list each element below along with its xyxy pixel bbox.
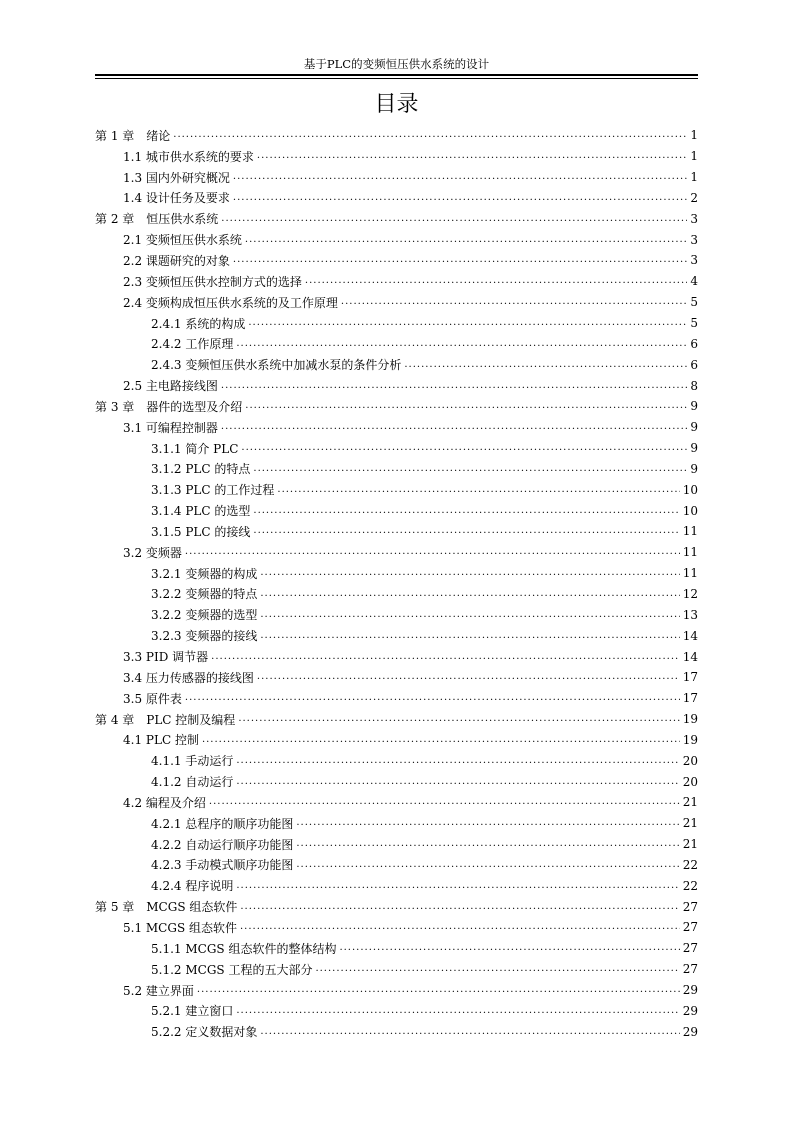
toc-entry-page-number: 3 — [690, 232, 698, 247]
toc-entry-label: 4.2.2 自动运行顺序功能图 — [151, 837, 294, 852]
toc-dot-leader — [341, 296, 687, 308]
toc-entry-label: 第 5 章 MCGS 组态软件 — [95, 900, 238, 915]
toc-entry[interactable] — [95, 709, 698, 730]
toc-entry-label: 第 1 章 绪论 — [95, 128, 171, 143]
toc-entry-label: 3.2.3 变频器的接线 — [151, 629, 258, 644]
toc-entry-page-number: 27 — [682, 941, 698, 956]
toc-entry-label: 2.4.2 工作原理 — [151, 337, 234, 352]
toc-dot-leader — [240, 901, 679, 913]
toc-dot-leader — [241, 442, 687, 454]
toc-dot-leader — [253, 525, 679, 537]
toc-entry-label: 5.1.1 MCGS 组态软件的整体结构 — [151, 941, 337, 956]
toc-entry-page-number: 1 — [690, 128, 698, 143]
toc-entry-label: 3.1.3 PLC 的工作过程 — [151, 483, 275, 498]
toc-dot-leader — [296, 817, 679, 829]
toc-entry-label: 4.2.3 手动模式顺序功能图 — [151, 858, 294, 873]
toc-entry[interactable] — [95, 438, 698, 459]
toc-entry-page-number: 9 — [690, 420, 698, 435]
toc-dot-leader — [404, 359, 687, 371]
toc-entry-page-number: 9 — [690, 461, 698, 476]
toc-entry[interactable] — [95, 1021, 698, 1042]
toc-entry[interactable] — [95, 188, 698, 209]
toc-entry[interactable] — [95, 417, 698, 438]
toc-entry-label: 3.1.4 PLC 的选型 — [151, 504, 251, 519]
toc-entry-label: 4.1.2 自动运行 — [151, 775, 234, 790]
toc-dot-leader — [221, 421, 687, 433]
toc-entry-label: 2.4 变频构成恒压供水系统的及工作原理 — [123, 295, 338, 310]
toc-entry[interactable] — [95, 980, 698, 1001]
toc-dot-leader — [257, 671, 680, 683]
toc-entry[interactable] — [95, 625, 698, 646]
toc-dot-leader — [185, 546, 680, 558]
toc-entry-page-number: 17 — [682, 691, 698, 706]
toc-dot-leader — [253, 505, 679, 517]
toc-entry-page-number: 9 — [690, 441, 698, 456]
toc-dot-leader — [277, 484, 679, 496]
toc-entry[interactable] — [95, 729, 698, 750]
toc-entry[interactable] — [95, 667, 698, 688]
toc-entry-label: 2.4.1 系统的构成 — [151, 316, 246, 331]
toc-entry[interactable] — [95, 292, 698, 313]
toc-entry[interactable] — [95, 208, 698, 229]
toc-entry[interactable] — [95, 333, 698, 354]
toc-entry-page-number: 5 — [690, 295, 698, 310]
toc-dot-leader — [197, 984, 680, 996]
header-rule-thin — [95, 78, 698, 79]
toc-entry-page-number: 22 — [682, 878, 698, 893]
toc-entry[interactable] — [95, 563, 698, 584]
toc-entry-label: 5.1 MCGS 组态软件 — [123, 920, 237, 935]
toc-entry-page-number: 1 — [690, 170, 698, 185]
toc-entry-label: 第 3 章 器件的选型及介绍 — [95, 399, 243, 414]
toc-entry[interactable] — [95, 959, 698, 980]
toc-dot-leader — [260, 609, 679, 621]
header-rule-thick — [95, 74, 698, 76]
toc-entry[interactable] — [95, 896, 698, 917]
toc-dot-leader — [173, 129, 687, 141]
toc-entry[interactable] — [95, 750, 698, 771]
toc-entry-label: 3.1.1 简介 PLC — [151, 441, 239, 456]
toc-entry[interactable] — [95, 396, 698, 417]
toc-entry-label: 3.4 压力传感器的接线图 — [123, 670, 254, 685]
toc-entry-page-number: 10 — [682, 482, 698, 497]
toc-entry-page-number: 19 — [682, 712, 698, 727]
toc-entry-label: 5.2 建立界面 — [123, 983, 194, 998]
toc-entry[interactable] — [95, 500, 698, 521]
toc-entry-page-number: 22 — [682, 857, 698, 872]
toc-entry[interactable] — [95, 229, 698, 250]
toc-entry-page-number: 21 — [682, 837, 698, 852]
toc-dot-leader — [221, 213, 687, 225]
toc-entry-label: 2.3 变频恒压供水控制方式的选择 — [123, 274, 302, 289]
toc-entry-label: 3.1.5 PLC 的接线 — [151, 524, 251, 539]
toc-entry-label: 3.1.2 PLC 的特点 — [151, 462, 251, 477]
toc-entry-label: 第 4 章 PLC 控制及编程 — [95, 712, 236, 727]
toc-entry-page-number: 13 — [682, 607, 698, 622]
toc-entry[interactable] — [95, 271, 698, 292]
toc-entry-label: 第 2 章 恒压供水系统 — [95, 212, 219, 227]
toc-dot-leader — [238, 713, 679, 725]
toc-entry[interactable] — [95, 938, 698, 959]
toc-entry[interactable] — [95, 542, 698, 563]
toc-entry[interactable] — [95, 167, 698, 188]
toc-entry[interactable] — [95, 834, 698, 855]
toc-entry-page-number: 9 — [690, 399, 698, 414]
toc-dot-leader — [253, 463, 687, 475]
toc-entry-page-number: 14 — [682, 649, 698, 664]
toc-dot-leader — [202, 734, 680, 746]
toc-entry-page-number: 29 — [682, 983, 698, 998]
page-title: 目录 — [374, 92, 419, 117]
toc-entry-page-number: 5 — [690, 316, 698, 331]
toc-dot-leader — [236, 880, 679, 892]
toc-entry-label: 3.2.2 变频器的特点 — [151, 587, 258, 602]
toc-entry-label: 2.5 主电路接线图 — [123, 379, 218, 394]
toc-entry-label: 3.5 原件表 — [123, 691, 182, 706]
toc-entry-page-number: 21 — [682, 816, 698, 831]
toc-entry-label: 4.1 PLC 控制 — [123, 733, 199, 748]
toc-entry-page-number: 3 — [690, 211, 698, 226]
toc-dot-leader — [245, 400, 687, 412]
toc-entry-label: 3.2.1 变频器的构成 — [151, 566, 258, 581]
toc-entry-label: 5.2.1 建立窗口 — [151, 1004, 234, 1019]
toc-entry-page-number: 20 — [682, 774, 698, 789]
toc-entry-page-number: 29 — [682, 1003, 698, 1018]
toc-dot-leader — [296, 859, 679, 871]
toc-entry-page-number: 21 — [682, 795, 698, 810]
toc-entry-label: 3.1 可编程控制器 — [123, 420, 218, 435]
toc-dot-leader — [236, 338, 687, 350]
toc-entry[interactable] — [95, 250, 698, 271]
toc-entry-page-number: 11 — [682, 566, 698, 581]
toc-entry[interactable] — [95, 688, 698, 709]
toc-entry[interactable] — [95, 521, 698, 542]
toc-entry[interactable] — [95, 375, 698, 396]
running-header: 基于PLC的变频恒压供水系统的设计 — [303, 57, 490, 71]
toc-dot-leader — [260, 630, 679, 642]
toc-entry[interactable] — [95, 313, 698, 334]
toc-entry[interactable] — [95, 646, 698, 667]
toc-dot-leader — [236, 1005, 679, 1017]
toc-dot-leader — [185, 692, 680, 704]
toc-entry-label: 1.1 城市供水系统的要求 — [123, 149, 254, 164]
toc-entry-page-number: 11 — [682, 524, 698, 539]
toc-entry-label: 1.3 国内外研究概况 — [123, 170, 230, 185]
toc-dot-leader — [236, 776, 679, 788]
toc-entry-label: 4.2.1 总程序的顺序功能图 — [151, 816, 294, 831]
toc-dot-leader — [233, 171, 687, 183]
toc-dot-leader — [211, 651, 680, 663]
toc-entry[interactable] — [95, 459, 698, 480]
toc-dot-leader — [260, 567, 679, 579]
toc-entry-page-number: 27 — [682, 899, 698, 914]
toc-entry-label: 3.3 PID 调节器 — [123, 650, 209, 665]
toc-dot-leader — [209, 796, 680, 808]
toc-dot-leader — [236, 755, 679, 767]
toc-entry[interactable] — [95, 855, 698, 876]
toc-dot-leader — [245, 234, 687, 246]
toc-dot-leader — [296, 838, 679, 850]
toc-dot-leader — [233, 192, 687, 204]
table-of-contents — [95, 125, 698, 1042]
toc-entry[interactable] — [95, 354, 698, 375]
toc-dot-leader — [305, 275, 687, 287]
toc-entry-page-number: 6 — [690, 336, 698, 351]
toc-entry-label: 5.1.2 MCGS 工程的五大部分 — [151, 962, 313, 977]
toc-entry-page-number: 3 — [690, 253, 698, 268]
toc-entry[interactable] — [95, 479, 698, 500]
toc-entry-page-number: 27 — [682, 920, 698, 935]
toc-entry-page-number: 6 — [690, 357, 698, 372]
toc-dot-leader — [339, 942, 679, 954]
toc-entry-page-number: 19 — [682, 732, 698, 747]
toc-dot-leader — [233, 254, 687, 266]
toc-entry[interactable] — [95, 584, 698, 605]
toc-entry[interactable] — [95, 771, 698, 792]
toc-entry-label: 1.4 设计任务及要求 — [123, 191, 230, 206]
toc-entry-page-number: 17 — [682, 670, 698, 685]
toc-entry[interactable] — [95, 1000, 698, 1021]
toc-entry[interactable] — [95, 813, 698, 834]
toc-dot-leader — [257, 150, 687, 162]
toc-dot-leader — [248, 317, 687, 329]
toc-entry-page-number: 4 — [690, 274, 698, 289]
toc-entry-label: 5.2.2 定义数据对象 — [151, 1025, 258, 1040]
toc-entry-page-number: 14 — [682, 628, 698, 643]
toc-dot-leader — [240, 921, 680, 933]
toc-entry-label: 2.2 课题研究的对象 — [123, 253, 230, 268]
toc-entry-label: 3.2.2 变频器的选型 — [151, 608, 258, 623]
toc-entry-label: 4.2 编程及介绍 — [123, 795, 206, 810]
toc-dot-leader — [315, 963, 679, 975]
toc-entry-label: 2.4.3 变频恒压供水系统中加减水泵的条件分析 — [151, 358, 402, 373]
toc-entry-page-number: 29 — [682, 1024, 698, 1039]
toc-entry-label: 3.2 变频器 — [123, 545, 182, 560]
toc-entry-page-number: 8 — [690, 378, 698, 393]
toc-entry-page-number: 10 — [682, 503, 698, 518]
toc-dot-leader — [260, 1026, 679, 1038]
toc-entry[interactable] — [95, 604, 698, 625]
toc-entry[interactable] — [95, 125, 698, 146]
toc-entry[interactable] — [95, 917, 698, 938]
toc-entry-page-number: 1 — [690, 149, 698, 164]
toc-entry-page-number: 27 — [682, 962, 698, 977]
toc-entry-page-number: 11 — [682, 545, 698, 560]
toc-entry[interactable] — [95, 875, 698, 896]
toc-entry-label: 4.2.4 程序说明 — [151, 879, 234, 894]
toc-entry-label: 4.1.1 手动运行 — [151, 754, 234, 769]
toc-entry-page-number: 12 — [682, 586, 698, 601]
toc-entry-page-number: 2 — [690, 190, 698, 205]
toc-entry-label: 2.1 变频恒压供水系统 — [123, 233, 242, 248]
toc-entry-page-number: 20 — [682, 753, 698, 768]
toc-entry[interactable] — [95, 146, 698, 167]
toc-dot-leader — [221, 380, 687, 392]
toc-dot-leader — [260, 588, 679, 600]
toc-entry[interactable] — [95, 792, 698, 813]
